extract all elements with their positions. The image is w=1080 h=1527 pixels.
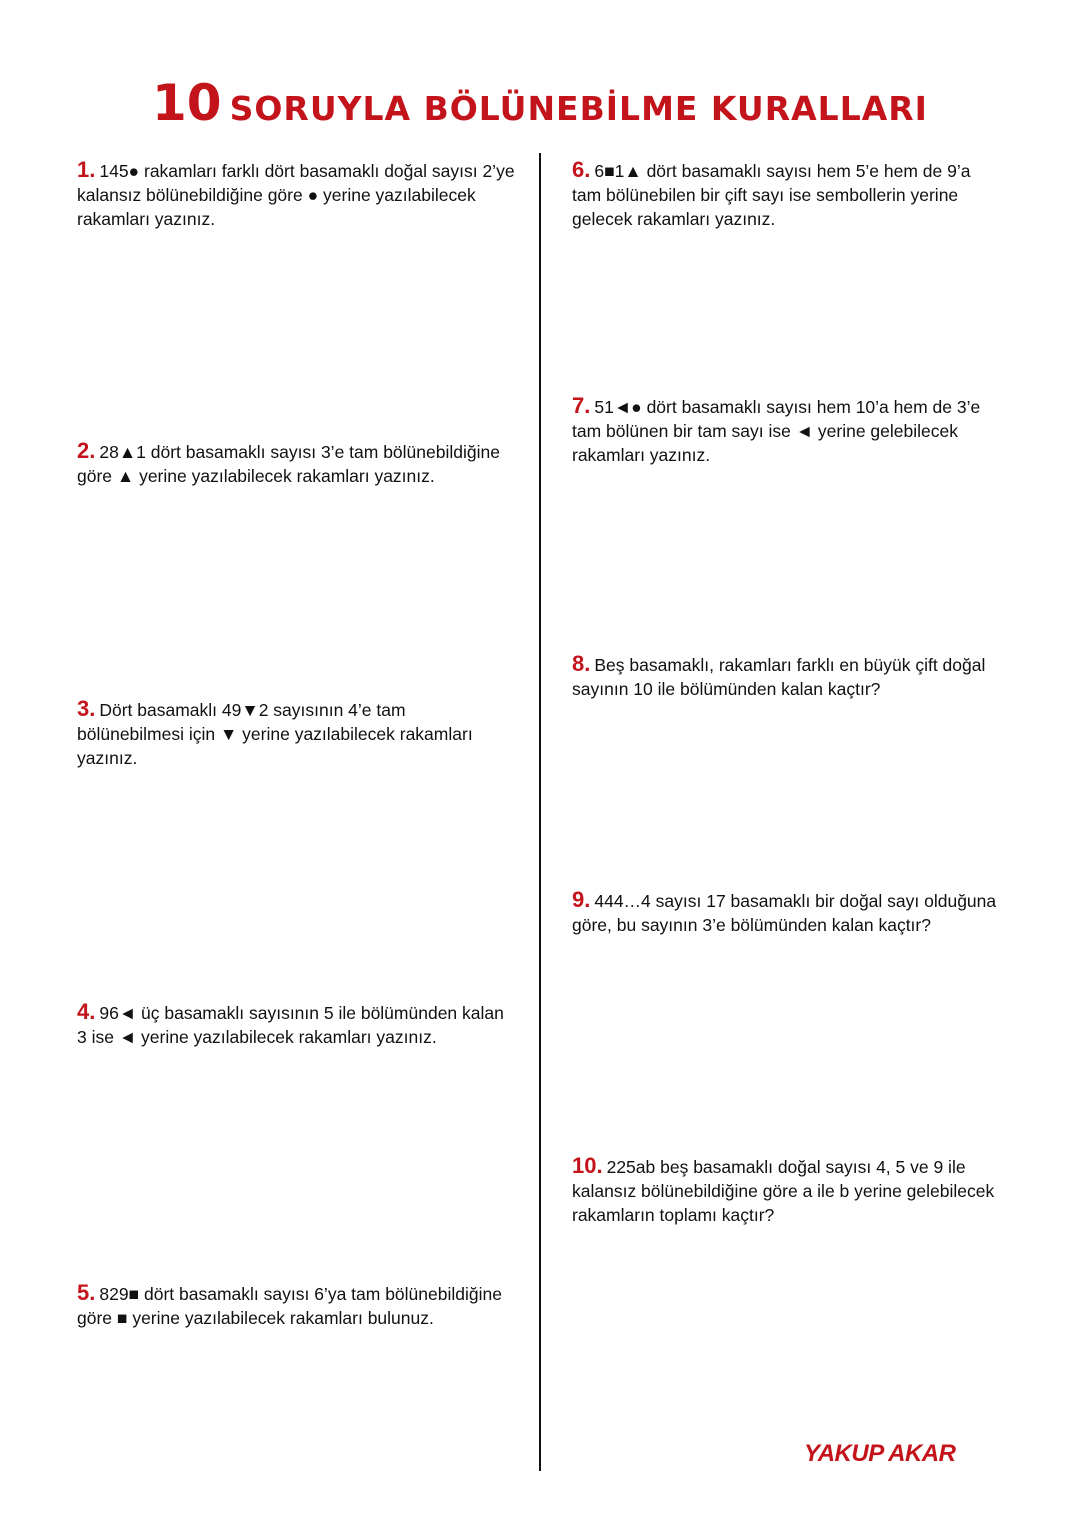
question-4: [77, 1000, 517, 1049]
question-number: 7.: [572, 393, 591, 418]
question-10: [572, 1154, 1002, 1227]
question-number: 9.: [572, 887, 591, 912]
question-text: 225ab beş basamaklı doğal sayısı 4, 5 ve 9 ile kalansız bölünebildiğine göre a ile b yerine gelebilecek rakamların toplamı kaçtır?: [572, 1157, 995, 1225]
question-7: [572, 394, 1002, 467]
question-text: 96◄ üç basamaklı sayısının 5 ile bölümünden kalan 3 ise ◄ yerine yazılabilecek rakamları yazınız.: [77, 1003, 504, 1047]
question-text: 6■1▲ dört basamaklı sayısı hem 5’e hem de 9’a tam bölünebilen bir çift sayı ise sembollerin yerine gelecek rakamları yazınız.: [572, 161, 971, 229]
column-divider: [539, 153, 541, 1471]
question-number: 2.: [77, 438, 96, 463]
title-text: SORUYLA BÖLÜNEBİLME KURALLARI: [229, 89, 928, 128]
question-text: 444…4 sayısı 17 basamaklı bir doğal sayı olduğuna göre, bu sayının 3’e bölümünden kalan kaçtır?: [572, 891, 997, 935]
question-text: 51◄● dört basamaklı sayısı hem 10’a hem de 3’e tam bölünen bir tam sayı ise ◄ yerine gelebilecek rakamları yazınız.: [572, 397, 981, 465]
question-number: 3.: [77, 696, 96, 721]
question-text: Dört basamaklı 49▼2 sayısının 4’e tam bölünebilmesi için ▼ yerine yazılabilecek rakamları yazınız.: [77, 700, 473, 768]
question-3: [77, 697, 517, 770]
question-number: 6.: [572, 157, 591, 182]
question-text: Beş basamaklı, rakamları farklı en büyük çift doğal sayının 10 ile bölümünden kalan kaçtır?: [572, 655, 986, 699]
title-number: 10: [152, 74, 222, 132]
question-number: 4.: [77, 999, 96, 1024]
question-number: 10.: [572, 1153, 603, 1178]
author-signature: YAKUP AKAR: [804, 1440, 956, 1467]
question-text: 145● rakamları farklı dört basamaklı doğal sayısı 2’ye kalansız bölünebildiğine göre ● yerine yazılabilecek rakamları yazınız.: [77, 161, 515, 229]
question-number: 8.: [572, 651, 591, 676]
question-1: [77, 158, 517, 231]
question-8: [572, 652, 1002, 701]
page-title: [0, 74, 1080, 132]
question-text: 28▲1 dört basamaklı sayısı 3’e tam bölünebildiğine göre ▲ yerine yazılabilecek rakamları yazınız.: [77, 442, 500, 486]
question-2: [77, 439, 517, 488]
question-number: 5.: [77, 1280, 96, 1305]
question-9: [572, 888, 1002, 937]
question-5: [77, 1281, 517, 1330]
question-6: [572, 158, 1002, 231]
question-number: 1.: [77, 157, 96, 182]
question-text: 829■ dört basamaklı sayısı 6’ya tam bölünebildiğine göre ■ yerine yazılabilecek rakamları bulunuz.: [77, 1284, 502, 1328]
